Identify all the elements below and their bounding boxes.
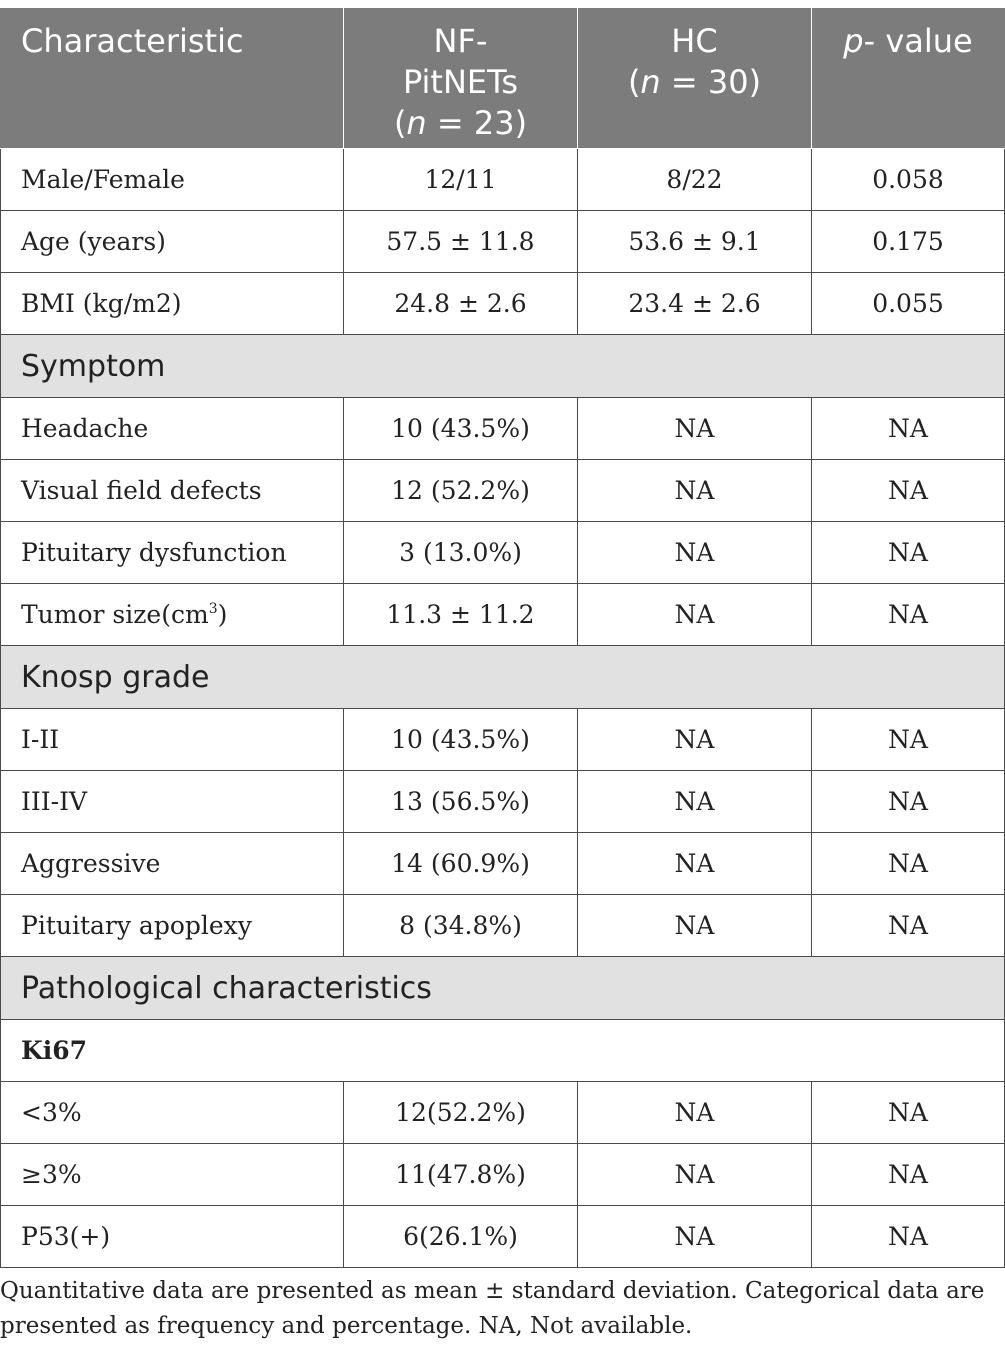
table-row xyxy=(1,1206,1005,1268)
cell-nf: 12(52.2%) xyxy=(344,1082,578,1144)
table-row xyxy=(1,771,1005,833)
cell-hc: NA xyxy=(578,895,812,957)
table-row xyxy=(1,833,1005,895)
table-row xyxy=(1,398,1005,460)
cell-nf: 57.5 ± 11.8 xyxy=(344,211,578,273)
row-label: ≥3% xyxy=(1,1144,344,1206)
cell-hc: NA xyxy=(578,522,812,584)
cell-p: NA xyxy=(812,584,1005,646)
cell-nf: 10 (43.5%) xyxy=(344,398,578,460)
cell-nf: 8 (34.8%) xyxy=(344,895,578,957)
row-label: Aggressive xyxy=(1,833,344,895)
table-row xyxy=(1,1082,1005,1144)
characteristics-table xyxy=(0,8,1005,1268)
subheading-row xyxy=(1,1020,1005,1082)
table-row xyxy=(1,460,1005,522)
cell-hc: NA xyxy=(578,709,812,771)
table-row xyxy=(1,522,1005,584)
cell-hc: NA xyxy=(578,398,812,460)
section-row-knosp xyxy=(1,646,1005,709)
row-label: I-II xyxy=(1,709,344,771)
cell-hc: NA xyxy=(578,1206,812,1268)
subheading-ki67: Ki67 xyxy=(1,1020,1005,1082)
cell-p: NA xyxy=(812,522,1005,584)
cell-hc: NA xyxy=(578,1082,812,1144)
cell-hc: 23.4 ± 2.6 xyxy=(578,273,812,335)
table-header-row xyxy=(1,9,1005,149)
section-title: Pathological characteristics xyxy=(1,957,1005,1020)
cell-hc: NA xyxy=(578,771,812,833)
header-hc: HC (n = 30) xyxy=(578,9,812,149)
section-title: Symptom xyxy=(1,335,1005,398)
table-row xyxy=(1,584,1005,646)
cell-nf: 14 (60.9%) xyxy=(344,833,578,895)
cell-p: NA xyxy=(812,1082,1005,1144)
table-row xyxy=(1,273,1005,335)
header-nf-pitnets: NF- PitNETs (n = 23) xyxy=(344,9,578,149)
header-p-value: p- value xyxy=(812,9,1005,149)
cell-p: NA xyxy=(812,1144,1005,1206)
cell-hc: NA xyxy=(578,584,812,646)
row-label: Pituitary dysfunction xyxy=(1,522,344,584)
row-label: Male/Female xyxy=(1,149,344,211)
cell-nf: 11.3 ± 11.2 xyxy=(344,584,578,646)
cell-nf: 24.8 ± 2.6 xyxy=(344,273,578,335)
section-row-symptom xyxy=(1,335,1005,398)
cell-nf: 10 (43.5%) xyxy=(344,709,578,771)
section-title: Knosp grade xyxy=(1,646,1005,709)
row-label: BMI (kg/m2) xyxy=(1,273,344,335)
cell-p: NA xyxy=(812,709,1005,771)
table-row xyxy=(1,709,1005,771)
cell-p: NA xyxy=(812,895,1005,957)
cell-p: NA xyxy=(812,1206,1005,1268)
table-row xyxy=(1,149,1005,211)
table-footnote: Quantitative data are presented as mean ± standard deviation. Categorical data are presented as frequency and percentage. NA, Not available. xyxy=(0,1278,985,1339)
cell-nf: 11(47.8%) xyxy=(344,1144,578,1206)
row-label: Age (years) xyxy=(1,211,344,273)
cell-hc: NA xyxy=(578,1144,812,1206)
row-label: Tumor $size(cm^3)$ xyxy=(1,584,344,646)
cell-nf: 13 (56.5%) xyxy=(344,771,578,833)
row-label: <3% xyxy=(1,1082,344,1144)
cell-p: NA xyxy=(812,398,1005,460)
row-label: P53(+) xyxy=(1,1206,344,1268)
cell-p: NA xyxy=(812,460,1005,522)
cell-hc: 8/22 xyxy=(578,149,812,211)
cell-nf: 12/11 xyxy=(344,149,578,211)
table-page xyxy=(0,8,1005,1344)
row-label: Pituitary apoplexy xyxy=(1,895,344,957)
table-row xyxy=(1,211,1005,273)
cell-p: NA xyxy=(812,771,1005,833)
cell-nf: 3 (13.0%) xyxy=(344,522,578,584)
cell-hc: NA xyxy=(578,460,812,522)
section-row-pathology xyxy=(1,957,1005,1020)
cell-nf: 6(26.1%) xyxy=(344,1206,578,1268)
cell-hc: 53.6 ± 9.1 xyxy=(578,211,812,273)
cell-p: 0.175 xyxy=(812,211,1005,273)
table-row xyxy=(1,895,1005,957)
cell-p: 0.058 xyxy=(812,149,1005,211)
row-label: Headache xyxy=(1,398,344,460)
row-label: Visual field defects xyxy=(1,460,344,522)
table-row xyxy=(1,1144,1005,1206)
cell-p: NA xyxy=(812,833,1005,895)
cell-nf: 12 (52.2%) xyxy=(344,460,578,522)
cell-p: 0.055 xyxy=(812,273,1005,335)
header-characteristic: Characteristic xyxy=(1,9,344,149)
row-label: III-IV xyxy=(1,771,344,833)
cell-hc: NA xyxy=(578,833,812,895)
